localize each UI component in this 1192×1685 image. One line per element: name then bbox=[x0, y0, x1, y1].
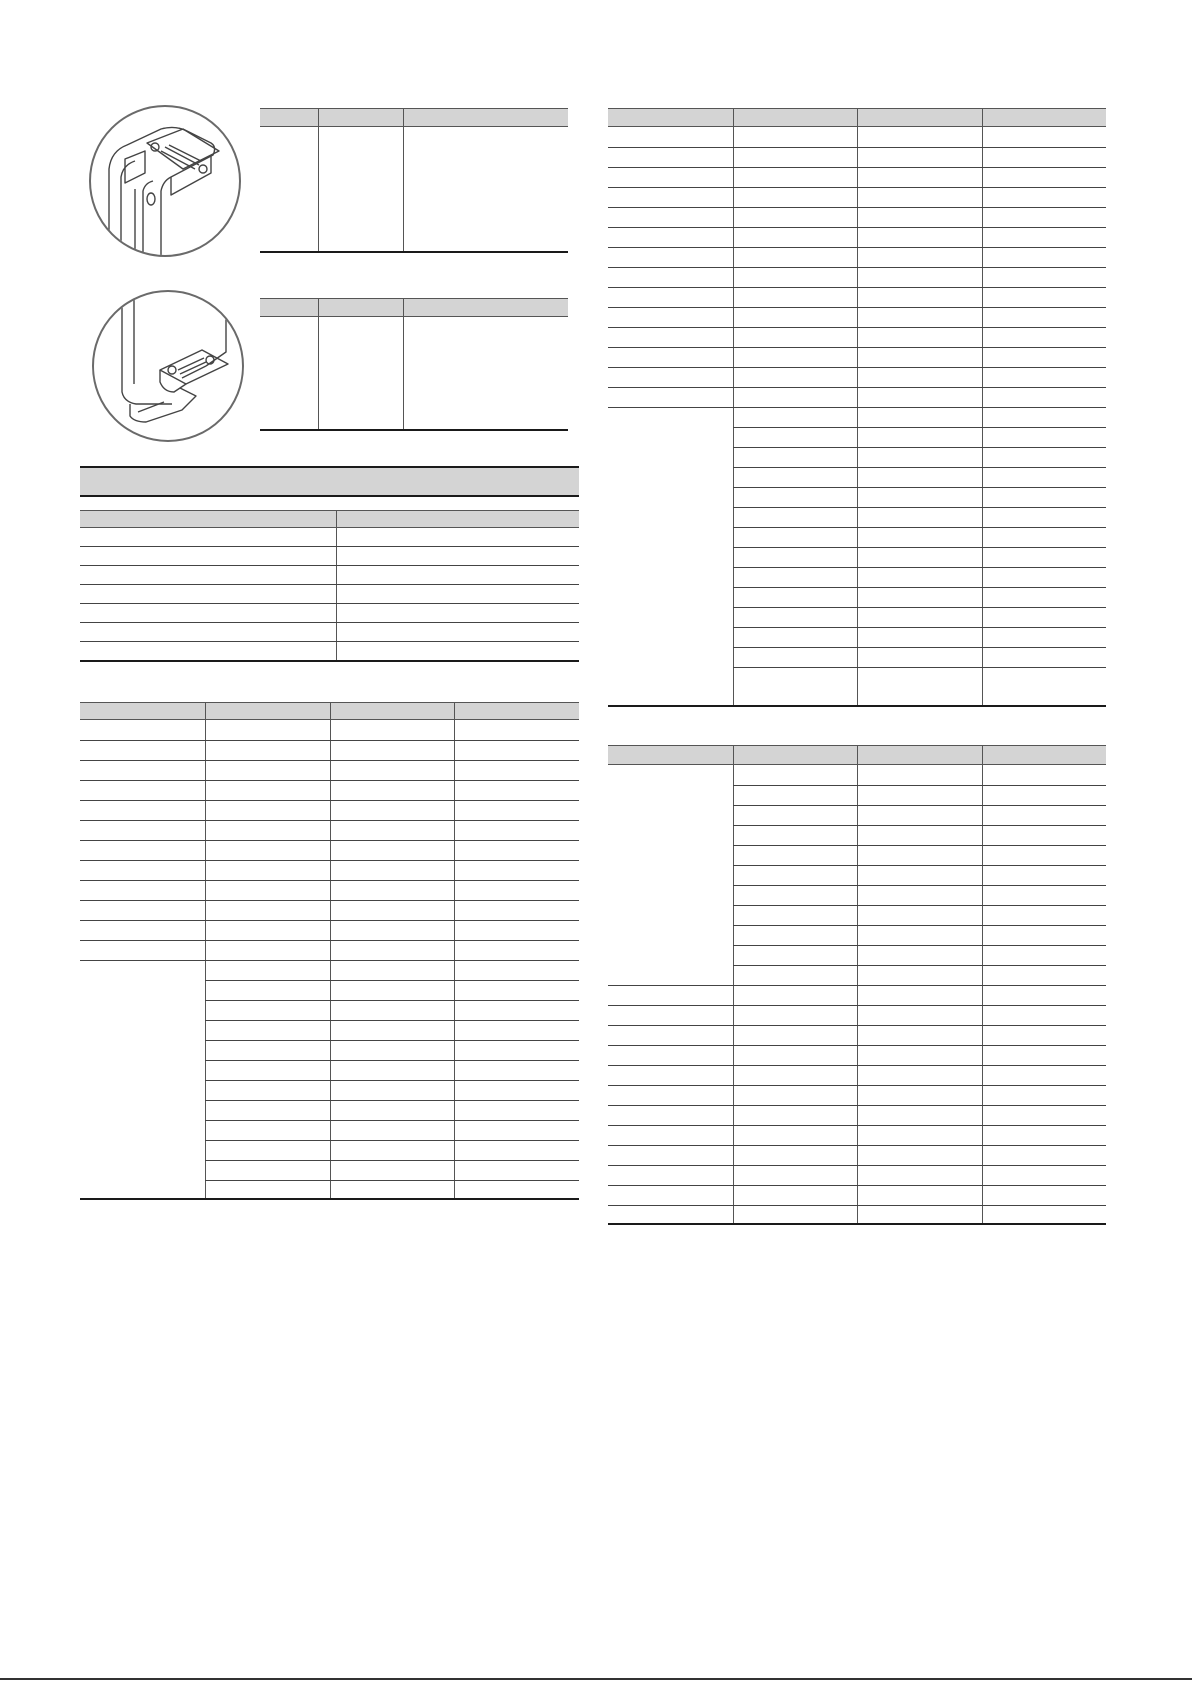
row-divider bbox=[205, 1100, 579, 1101]
row-divider bbox=[608, 1065, 1106, 1066]
pin-table-top-header bbox=[260, 108, 568, 127]
row-divider bbox=[205, 1160, 579, 1161]
row-divider bbox=[80, 740, 579, 741]
row-divider bbox=[608, 1165, 1106, 1166]
row-divider bbox=[608, 307, 1106, 308]
row-divider bbox=[608, 147, 1106, 148]
row-divider bbox=[608, 387, 1106, 388]
row-divider bbox=[733, 607, 1106, 608]
pin-table-bottom-header bbox=[260, 298, 568, 317]
column-divider bbox=[403, 108, 404, 251]
row-divider bbox=[608, 1125, 1106, 1126]
row-divider bbox=[80, 641, 579, 642]
row-divider bbox=[733, 905, 1106, 906]
column-divider bbox=[336, 510, 337, 660]
row-divider bbox=[733, 945, 1106, 946]
row-divider bbox=[608, 1085, 1106, 1086]
row-divider bbox=[608, 267, 1106, 268]
connector-illustration-icon bbox=[91, 107, 239, 255]
column-divider bbox=[318, 108, 319, 251]
spec-table bbox=[80, 510, 579, 662]
timing-table-left bbox=[80, 702, 579, 1200]
row-divider bbox=[608, 347, 1106, 348]
row-divider bbox=[608, 167, 1106, 168]
row-divider bbox=[205, 980, 579, 981]
row-divider bbox=[733, 587, 1106, 588]
row-divider bbox=[80, 820, 579, 821]
row-divider bbox=[608, 985, 1106, 986]
row-divider bbox=[608, 227, 1106, 228]
row-divider bbox=[80, 860, 579, 861]
row-divider bbox=[205, 1060, 579, 1061]
row-divider bbox=[608, 287, 1106, 288]
row-divider bbox=[733, 627, 1106, 628]
row-divider bbox=[733, 885, 1106, 886]
row-divider bbox=[80, 960, 579, 961]
row-divider bbox=[80, 565, 579, 566]
row-divider bbox=[80, 622, 579, 623]
row-divider bbox=[733, 427, 1106, 428]
row-divider bbox=[608, 367, 1106, 368]
row-divider bbox=[608, 207, 1106, 208]
column-divider bbox=[330, 702, 331, 1198]
row-divider bbox=[608, 407, 1106, 408]
row-divider bbox=[733, 845, 1106, 846]
row-divider bbox=[80, 546, 579, 547]
row-divider bbox=[608, 1045, 1106, 1046]
row-divider bbox=[80, 880, 579, 881]
row-divider bbox=[733, 667, 1106, 668]
section-heading-bar bbox=[80, 466, 579, 497]
row-divider bbox=[733, 825, 1106, 826]
column-divider bbox=[318, 298, 319, 429]
row-divider bbox=[80, 603, 579, 604]
row-divider bbox=[733, 447, 1106, 448]
row-divider bbox=[608, 1025, 1106, 1026]
connector-bottom-illustration bbox=[92, 290, 244, 442]
row-divider bbox=[733, 547, 1106, 548]
row-divider bbox=[608, 1185, 1106, 1186]
column-divider bbox=[205, 702, 206, 1198]
row-divider bbox=[733, 507, 1106, 508]
row-divider bbox=[733, 785, 1106, 786]
row-divider bbox=[733, 925, 1106, 926]
connector-top-illustration bbox=[89, 105, 241, 257]
column-divider bbox=[982, 745, 983, 1223]
row-divider bbox=[205, 1140, 579, 1141]
row-divider bbox=[205, 1180, 579, 1181]
column-divider bbox=[857, 745, 858, 1223]
row-divider bbox=[608, 1105, 1106, 1106]
row-divider bbox=[733, 965, 1106, 966]
row-divider bbox=[205, 1000, 579, 1001]
row-divider bbox=[80, 800, 579, 801]
row-divider bbox=[80, 780, 579, 781]
row-divider bbox=[733, 467, 1106, 468]
row-divider bbox=[80, 584, 579, 585]
column-divider bbox=[454, 702, 455, 1198]
row-divider bbox=[80, 940, 579, 941]
row-divider bbox=[80, 920, 579, 921]
row-divider bbox=[608, 327, 1106, 328]
row-divider bbox=[205, 1040, 579, 1041]
pin-table-top bbox=[260, 108, 568, 253]
row-divider bbox=[733, 567, 1106, 568]
page-bottom-rule bbox=[0, 1678, 1192, 1680]
row-divider bbox=[608, 1205, 1106, 1206]
row-divider bbox=[733, 865, 1106, 866]
row-divider bbox=[608, 1005, 1106, 1006]
column-divider bbox=[733, 745, 734, 1223]
row-divider bbox=[733, 487, 1106, 488]
row-divider bbox=[733, 647, 1106, 648]
pin-table-bottom bbox=[260, 298, 568, 431]
row-divider bbox=[80, 760, 579, 761]
column-divider bbox=[403, 298, 404, 429]
row-divider bbox=[608, 187, 1106, 188]
row-divider bbox=[608, 1145, 1106, 1146]
row-divider bbox=[205, 1120, 579, 1121]
row-divider bbox=[733, 527, 1106, 528]
row-divider bbox=[733, 805, 1106, 806]
row-divider bbox=[608, 247, 1106, 248]
row-divider bbox=[80, 840, 579, 841]
connector-illustration-icon bbox=[94, 292, 242, 440]
timing-table-right-bottom bbox=[608, 745, 1106, 1225]
row-divider bbox=[205, 1080, 579, 1081]
row-divider bbox=[205, 1020, 579, 1021]
spec-table-header bbox=[80, 510, 579, 528]
row-divider bbox=[80, 900, 579, 901]
timing-table-right-top bbox=[608, 108, 1106, 707]
